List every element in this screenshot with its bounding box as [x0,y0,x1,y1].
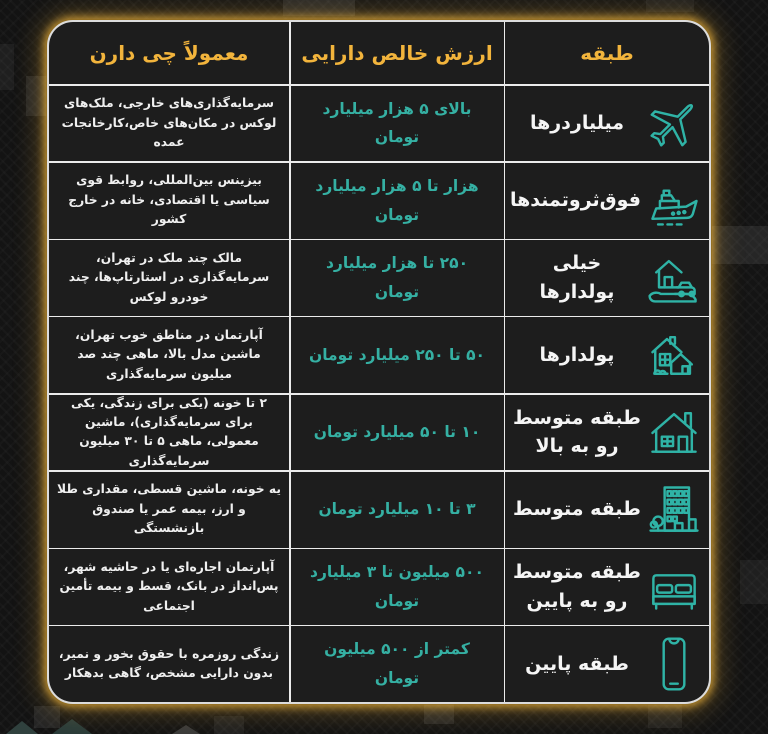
villa-icon [644,325,704,385]
class-cell [505,317,709,393]
class-cell [505,240,709,316]
possessions-text: مالک چند ملک در تهران، سرمایه‌گذاری در استارتاپ‌ها، چند خودرو لوکس [68,250,270,304]
net-worth-value: ۱۰ تا ۵۰ میلیارد تومان [313,423,481,442]
possessions-text: آپارتمان اجاره‌ای یا در حاشیه شهر، پس‌انداز در بانک، قسط و بیمه تأمین اجتماعی [59,559,279,613]
background-triangle [52,719,92,734]
class-label: خیلی پولدارها [539,252,615,303]
background-patch [26,76,48,116]
possessions-text: زندگی روزمره با حقوق بخور و نمیر، بدون دارایی مشخص، گاهی بدهکار [58,646,280,681]
background-triangle [172,725,200,734]
header-class-label: طبقه [580,41,634,65]
airplane-icon [644,93,704,153]
net-worth-value: ۲۵۰ تا هزار میلیارد تومان [325,254,469,301]
net-worth-value: ۵۰ تا ۲۵۰ میلیارد تومان [309,345,486,364]
class-table-frame [47,20,711,704]
possessions-cell [49,163,289,239]
house-car-hand-icon [644,248,704,308]
header-net-worth [291,22,504,84]
class-table [49,22,709,702]
background-patch [648,700,682,728]
net-worth-cell [291,472,504,548]
header-net-worth-label: ارزش خالص دارایی [301,41,493,65]
background-patch [646,0,694,12]
class-cell [505,86,709,162]
class-label: طبقه متوسط رو به پایین [513,561,641,612]
header-class [505,22,709,84]
background-patch [283,0,355,16]
net-worth-cell [291,163,504,239]
class-cell [505,163,709,239]
background-patch [740,560,768,604]
class-label: طبقه متوسط [513,498,641,521]
possessions-text: یه خونه، ماشین قسطی، مقداری طلا و ارز، بیمه عمر یا صندوق بازنشستگی [57,482,281,536]
header-possessions-label: معمولاً چی دارن [89,41,249,65]
net-worth-value: ۳ تا ۱۰ میلیارد تومان [318,500,476,519]
possessions-cell [49,317,289,393]
possessions-cell [49,240,289,316]
net-worth-value: بالای ۵ هزار میلیارد تومان [322,99,472,147]
net-worth-cell [291,395,504,471]
possessions-text: ۲ تا خونه (یکی برای زندگی، یکی برای سرمایه‌گذاری)، ماشین معمولی، ماهی ۵ تا ۳۰ میلیون سرمایه‌گذاری [71,395,267,468]
net-worth-cell [291,86,504,162]
net-worth-value: ۵۰۰ میلیون تا ۳ میلیارد تومان [310,563,484,610]
background-patch [712,226,768,264]
class-label: میلیاردرها [529,112,625,135]
background-triangle [6,721,38,734]
possessions-text: آپارتمان در مناطق خوب تهران، ماشین مدل بالا، ماهی چند صد میلیون سرمایه‌گذاری [75,327,263,381]
apartment-building-icon [644,480,704,540]
possessions-cell [49,626,289,702]
header-possessions [49,22,289,84]
class-cell [505,472,709,548]
possessions-text: بیزینس بین‌المللی، روابط قوی سیاسی یا اقتصادی، خانه در خارج کشور [68,173,270,227]
possessions-text: سرمایه‌گذاری‌های خارجی، ملک‌های لوکس در مکان‌های خاص،کارخانجات عمده [61,96,277,150]
net-worth-value: کمتر از ۵۰۰ میلیون تومان [324,640,470,688]
ship-icon [644,171,704,231]
net-worth-cell [291,240,504,316]
class-cell [505,549,709,625]
background-patch [0,44,14,90]
possessions-cell [49,86,289,162]
class-label: طبقه پایین [525,652,629,675]
bed-icon [644,557,704,617]
house-icon [644,402,704,462]
possessions-cell [49,395,289,471]
net-worth-cell [291,549,504,625]
background-patch [214,716,244,734]
possessions-cell [49,472,289,548]
possessions-cell [49,549,289,625]
class-label: طبقه متوسط رو به بالا [513,406,641,458]
net-worth-value: هزار تا ۵ هزار میلیارد تومان [315,176,479,224]
class-label: فوق‌ثروتمندها [509,189,641,212]
net-worth-cell [291,317,504,393]
class-cell [505,626,709,702]
smartphone-icon [644,634,704,694]
class-cell [505,395,709,471]
class-label: پولدارها [539,343,615,366]
net-worth-cell [291,626,504,702]
